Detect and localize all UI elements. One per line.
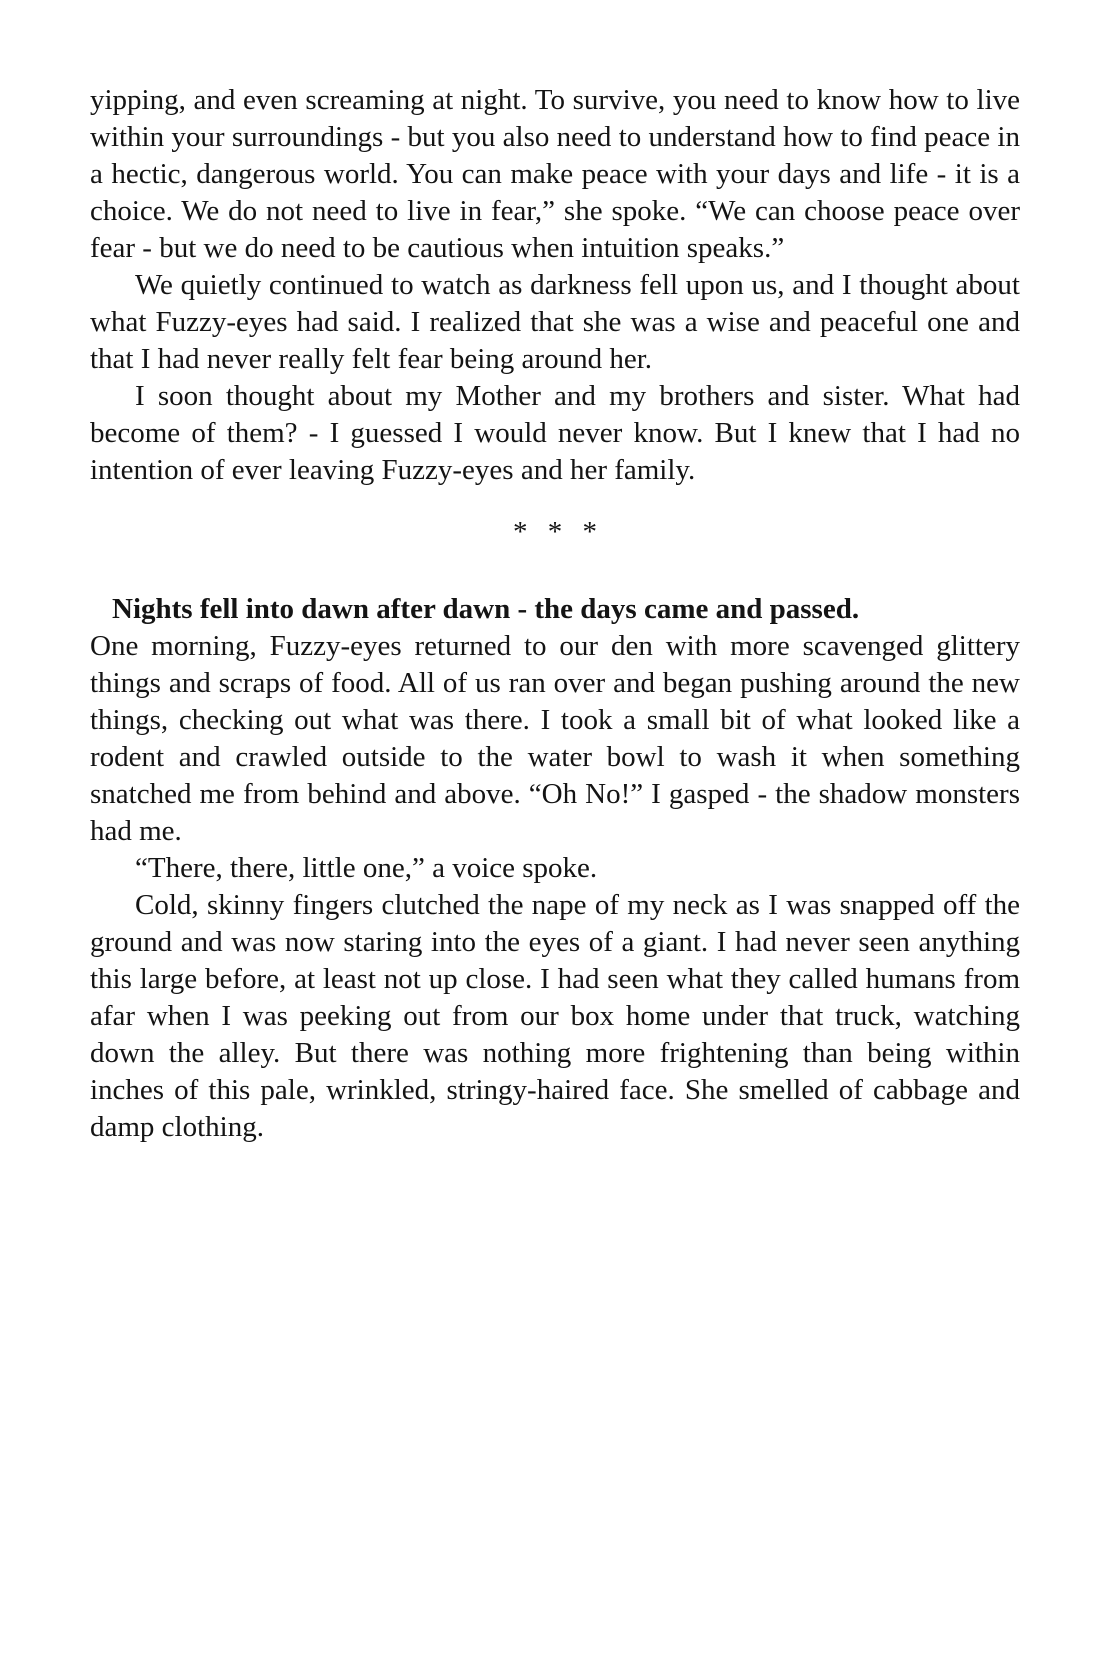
- paragraph-dialogue: “There, there, little one,” a voice spoke.: [135, 852, 598, 884]
- paragraph-continuation: yipping, and even screaming at night. To survive, you need to know how to live within your surroundings - but you also need to understand how to find peace in a hectic, dangerous world. You can make peace with your days and life - it is a choice. We do not need to live in fear,” she spoke. “We can choose peace over fear - but we do need to be cautious when intuition speaks.”: [90, 84, 1020, 264]
- paragraph: One morning, Fuzzy-eyes returned to our den with more scavenged glittery things and scraps of food. All of us ran over and began pushing around the new things, checking out what was there. I took a small bit of what looked like a rodent and crawled outside to the water bowl to wash it when something snatched me from behind and above. “Oh No!” I gasped - the shadow monsters had me.: [90, 630, 1020, 847]
- paragraph: Cold, skinny fingers clutched the nape of my neck as I was snapped off the ground and was now staring into the eyes of a giant. I had never seen anything this large before, at least not up close. I had seen what they called humans from afar when I was peeking out from our box home under that truck, watching down the alley. But there was nothing more frightening than being within inches of this pale, wrinkled, stringy-haired face. She smelled of cabbage and damp clothing.: [90, 889, 1020, 1143]
- section-heading: Nights fell into dawn after dawn - the days came and passed.: [112, 593, 860, 625]
- scene-break-separator: * * *: [512, 516, 598, 548]
- paragraph: I soon thought about my Mother and my brothers and sister. What had become of them? - I guessed I would never know. But I knew that I had no intention of ever leaving Fuzzy-eyes and her family.: [90, 380, 1020, 486]
- paragraph: We quietly continued to watch as darkness fell upon us, and I thought about what Fuzzy-eyes had said. I realized that she was a wise and peaceful one and that I had never really felt fear being around her.: [90, 269, 1020, 375]
